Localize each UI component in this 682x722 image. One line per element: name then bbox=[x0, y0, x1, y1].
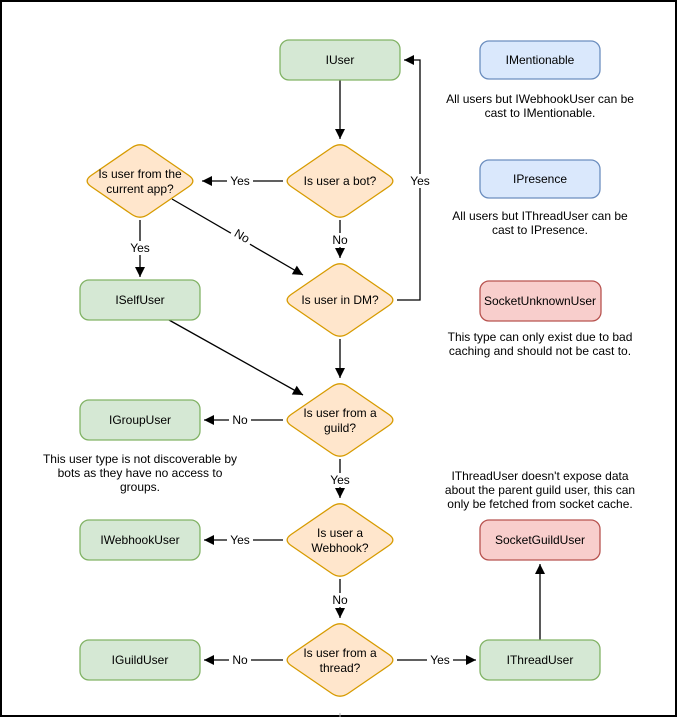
edge-label-text: Yes bbox=[130, 241, 150, 255]
node-socketguilduser bbox=[480, 520, 600, 560]
edge-label-guild-yes bbox=[327, 473, 353, 487]
decision-label: Is user in DM? bbox=[301, 293, 379, 307]
note-imentionable bbox=[446, 92, 634, 120]
note-line: groups. bbox=[119, 480, 161, 494]
edge-label-guild-no bbox=[229, 413, 251, 427]
decision-label: guild? bbox=[323, 421, 357, 435]
node-iselfuser bbox=[80, 280, 200, 320]
node-label: IWebhookUser bbox=[100, 533, 180, 547]
edge-label-bot-no bbox=[329, 233, 351, 247]
edge-label-text: Yes bbox=[430, 653, 450, 667]
node-label: IGroupUser bbox=[108, 413, 172, 427]
note-line: about the parent guild user, this can bbox=[444, 483, 636, 497]
edge-label-text: Yes bbox=[230, 174, 250, 188]
edge-label-thread-no bbox=[229, 653, 251, 667]
note-ipresence bbox=[452, 209, 628, 237]
edge-label-text: Yes bbox=[230, 533, 250, 547]
node-igroupuser bbox=[80, 400, 200, 440]
edge-label-text: No bbox=[332, 233, 348, 247]
decision-is-webhook bbox=[287, 504, 393, 576]
note-line: bots as they have no access to bbox=[57, 466, 223, 480]
edge-label-bot-yes bbox=[227, 174, 253, 188]
edge-label-text: Yes bbox=[330, 473, 350, 487]
edge-label-currentapp-yes bbox=[127, 241, 153, 255]
edge-label-text: No bbox=[231, 226, 253, 246]
note-line: This type can only exist due to bad bbox=[447, 330, 633, 344]
diamond-shape bbox=[287, 624, 393, 696]
node-label: ISelfUser bbox=[115, 293, 165, 307]
edge-label-text: No bbox=[232, 413, 248, 427]
node-iguilduser bbox=[80, 640, 200, 680]
note-line: All users but IWebhookUser can be bbox=[446, 92, 634, 106]
decision-label: Is user a bbox=[316, 526, 364, 540]
edge-label-currentapp-no bbox=[229, 224, 255, 247]
node-iuser bbox=[280, 40, 400, 80]
note-line: cast to IPresence. bbox=[491, 223, 589, 237]
diamond-shape bbox=[87, 145, 193, 217]
decision-label: Webhook? bbox=[311, 541, 369, 555]
note-line: caching and should not be cast to. bbox=[448, 344, 632, 358]
node-ithreaduser bbox=[480, 640, 600, 680]
edge-label-dm-yes bbox=[407, 174, 433, 188]
note-line: cast to IMentionable. bbox=[484, 106, 596, 120]
decision-from-thread bbox=[287, 624, 393, 696]
node-label: IMentionable bbox=[505, 53, 575, 67]
node-label: IThreadUser bbox=[506, 653, 574, 667]
decision-label: Is user from a bbox=[303, 646, 377, 660]
decision-label: Is user from the bbox=[98, 167, 182, 181]
note-igroupuser bbox=[43, 452, 237, 494]
edge-iselfuser-to-fromguild bbox=[169, 320, 303, 395]
decision-label: Is user from a bbox=[303, 406, 377, 420]
edge-label-text: Yes bbox=[410, 174, 430, 188]
note-line: This user type is not discoverable by bbox=[42, 452, 238, 466]
node-imentionable bbox=[480, 41, 600, 79]
note-ithreaduser bbox=[445, 469, 635, 511]
edge-label-webhook-no bbox=[329, 593, 351, 607]
decision-is-bot bbox=[287, 145, 393, 217]
edge-label-webhook-yes bbox=[227, 533, 253, 547]
edge-label-text: No bbox=[332, 593, 348, 607]
decision-label: Is user a bot? bbox=[303, 174, 377, 188]
node-label: IUser bbox=[325, 53, 355, 67]
note-line: IThreadUser doesn't expose data bbox=[451, 469, 629, 483]
node-socketunknownuser bbox=[480, 281, 601, 321]
node-ipresence bbox=[480, 160, 600, 198]
decision-current-app bbox=[87, 145, 193, 217]
diamond-shape bbox=[287, 504, 393, 576]
edge-label-thread-yes bbox=[427, 653, 453, 667]
node-iwebhookuser bbox=[80, 520, 200, 560]
note-line: only be fetched from socket cache. bbox=[447, 497, 633, 511]
edge-label-text: No bbox=[232, 653, 248, 667]
decision-label: current app? bbox=[106, 182, 174, 196]
note-line: All users but IThreadUser can be bbox=[452, 209, 628, 223]
note-socketunknownuser bbox=[448, 330, 633, 358]
node-label: SocketGuildUser bbox=[494, 533, 586, 547]
node-label: SocketUnknownUser bbox=[483, 294, 597, 308]
node-label: IGuildUser bbox=[111, 653, 169, 667]
decision-label: thread? bbox=[319, 661, 361, 675]
node-label: IPresence bbox=[512, 172, 568, 186]
